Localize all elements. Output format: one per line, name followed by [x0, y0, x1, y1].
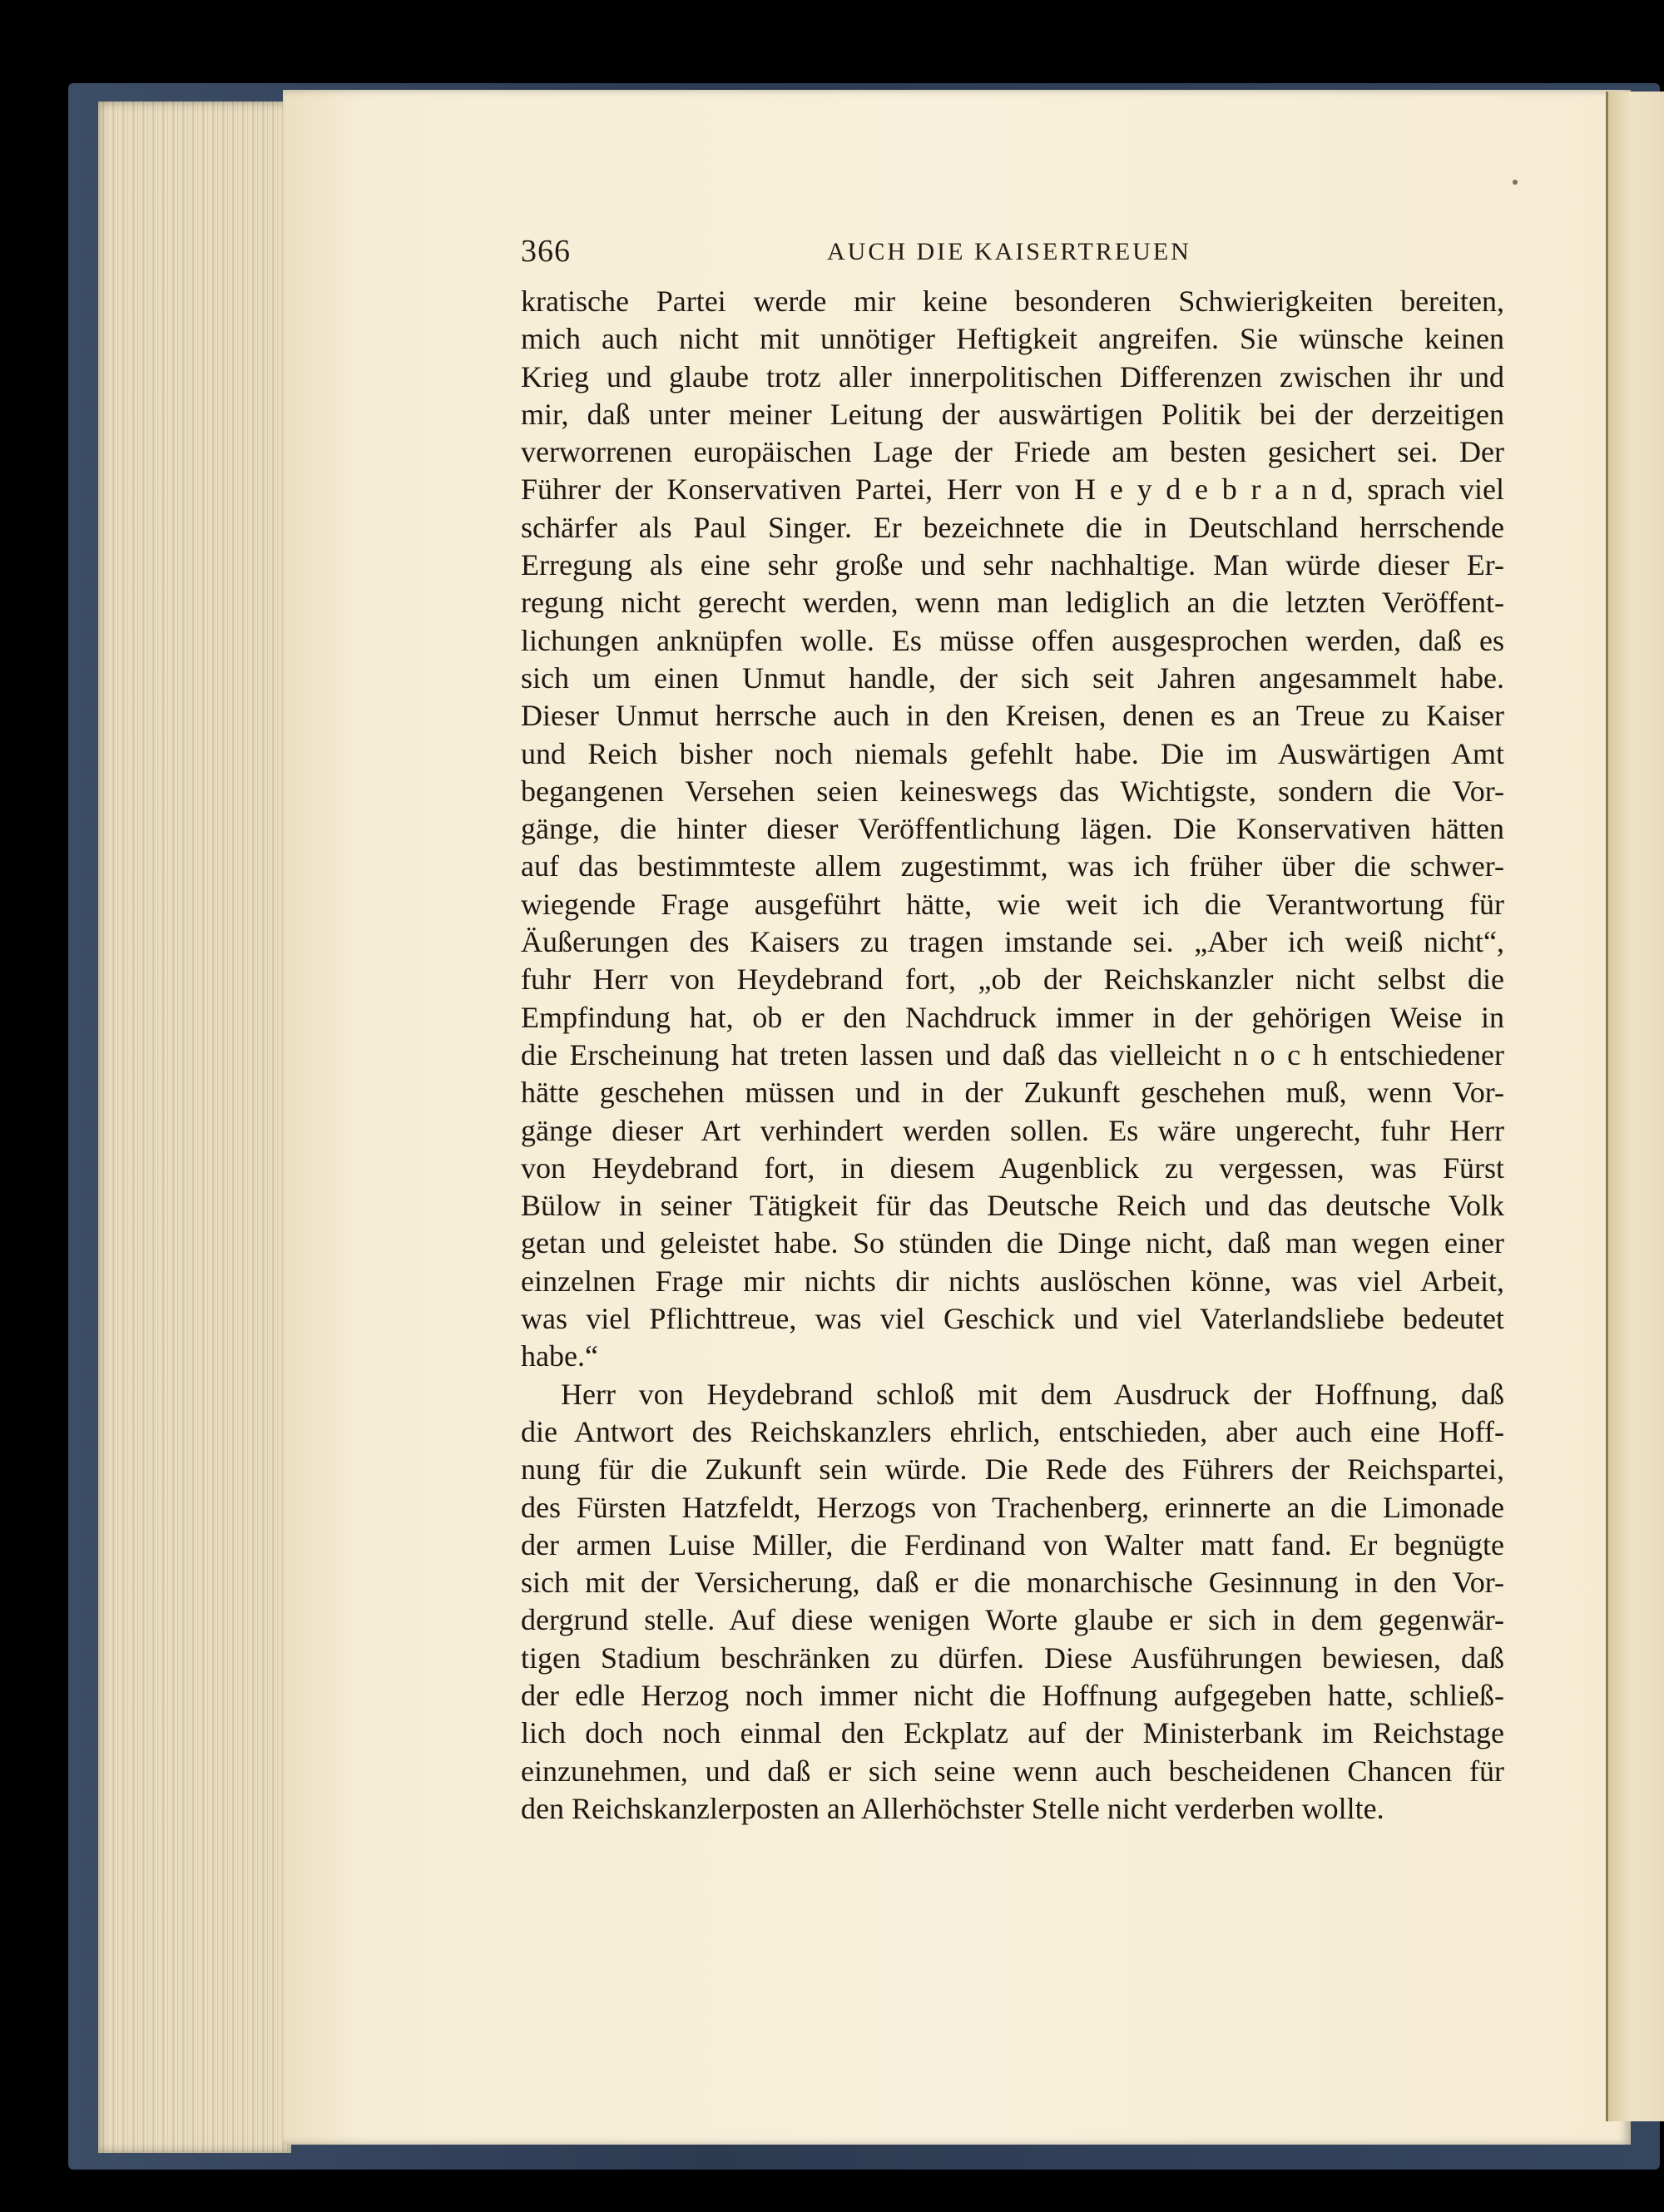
text-line: der armen Luise Miller, die Ferdinand von Walter matt fand. Er begnügte [521, 1527, 1504, 1561]
text-line: einzunehmen, und daß er sich seine wenn auch bescheidenen Chancen für [521, 1754, 1504, 1788]
text-line: tigen Stadium beschränken zu dürfen. Diese Ausführungen bewiesen, daß [521, 1640, 1504, 1675]
page-number: 366 [521, 234, 571, 269]
text-line: dergrund stelle. Auf diese wenigen Worte glaube er sich in dem gegenwär- [521, 1603, 1504, 1637]
text-line: lich doch noch einmal den Eckplatz auf der Ministerbank im Reichstage [521, 1716, 1504, 1750]
text-line: die Antwort des Reichskanzlers ehrlich, entschieden, aber auch eine Hoff- [521, 1414, 1504, 1448]
text-line: Empfindung hat, ob er den Nachdruck immer in der gehörigen Weise in [521, 1000, 1504, 1034]
text-line: regung nicht gerecht werden, wenn man lediglich an die letzten Veröffent- [521, 586, 1504, 620]
body-text [521, 283, 1504, 1828]
text-line: Bülow in seiner Tätigkeit für das Deutsche Reich und das deutsche Volk [521, 1189, 1504, 1223]
text-line: des Fürsten Hatzfeldt, Herzogs von Trachenberg, erinnerte an die Limonade [521, 1490, 1504, 1524]
text-line: und Reich bisher noch niemals gefehlt habe. Die im Auswärtigen Amt [521, 736, 1504, 770]
text-line: nung für die Zukunft sein würde. Die Rede des Führers der Reichspartei, [521, 1452, 1504, 1487]
text-line: Erregung als eine sehr große und sehr nachhaltige. Man würde dieser Er- [521, 548, 1504, 582]
text-line: von Heydebrand fort, in diesem Augenblick zu vergessen, was Fürst [521, 1151, 1504, 1185]
paper-speck [1513, 180, 1518, 185]
text-line: getan und geleistet habe. So stünden die Dinge nicht, daß man wegen einer [521, 1226, 1504, 1260]
text-line: mir, daß unter meiner Leitung der auswärtigen Politik bei der derzeitigen [521, 397, 1504, 431]
text-line: schärfer als Paul Singer. Er bezeichnete die in Deutschland herrschende [521, 510, 1504, 544]
text-line: wiegende Frage ausgeführt hätte, wie weit ich die Verantwortung für [521, 887, 1504, 921]
text-line: lichungen anknüpfen wolle. Es müsse offen ausgesprochen werden, daß es [521, 623, 1504, 657]
text-line: den Reichskanzlerposten an Allerhöchster Stelle nicht verderben wollte. [521, 1791, 1384, 1825]
text-line: sich um einen Unmut handle, der sich seit Jahren angesammelt habe. [521, 661, 1504, 695]
text-line: hätte geschehen müssen und in der Zukunft geschehen muß, wenn Vor- [521, 1076, 1504, 1110]
text-line: Äußerungen des Kaisers zu tragen imstande sei. „Aber ich weiß nicht“, [521, 925, 1504, 959]
text-line: fuhr Herr von Heydebrand fort, „ob der Reichskanzler nicht selbst die [521, 962, 1504, 997]
text-line: Krieg und glaube trotz aller innerpolitischen Differenzen zwischen ihr und [521, 359, 1504, 393]
page-edges [98, 101, 291, 2153]
text-line: Dieser Unmut herrsche auch in den Kreisen, denen es an Treue zu Kaiser [521, 699, 1504, 733]
text-line: die Erscheinung hat treten lassen und daß das vielleicht n o c h entschiedener [521, 1037, 1504, 1071]
page-header [521, 233, 1504, 275]
text-line: begangenen Versehen seien keineswegs das Wichtigste, sondern die Vor- [521, 774, 1504, 808]
text-line: verworrenen europäischen Lage der Friede am besten gesichert sei. Der [521, 435, 1504, 469]
text-line: einzelnen Frage mir nichts dir nichts auslöschen könne, was viel Arbeit, [521, 1264, 1504, 1298]
text-line: gänge dieser Art verhindert werden sollen. Es wäre ungerecht, fuhr Herr [521, 1113, 1504, 1147]
text-line: gänge, die hinter dieser Veröffentlichung lägen. Die Konservativen hätten [521, 812, 1504, 846]
text-line: sich mit der Versicherung, daß er die monarchische Gesinnung in den Vor- [521, 1566, 1504, 1600]
text-line: habe.“ [521, 1339, 598, 1373]
text-line: auf das bestimmteste allem zugestimmt, was ich früher über die schwer- [521, 849, 1504, 883]
text-line: was viel Pflichttreue, was viel Geschick und viel Vaterlandsliebe bedeutet [521, 1302, 1504, 1336]
running-head: AUCH DIE KAISERTREUEN [827, 238, 1191, 265]
text-line: der edle Herzog noch immer nicht die Hoffnung aufgegeben hatte, schließ- [521, 1678, 1504, 1712]
text-line: kratische Partei werde mir keine besonderen Schwierigkeiten bereiten, [521, 285, 1504, 318]
text-line: Herr von Heydebrand schloß mit dem Ausdruck der Hoffnung, daß [561, 1377, 1504, 1411]
text-line: Führer der Konservativen Partei, Herr von H e y d e b r a n d, sprach viel [521, 473, 1504, 507]
text-line: mich auch nicht mit unnötiger Heftigkeit angreifen. Sie wünsche keinen [521, 322, 1504, 356]
facing-page-edge [1606, 92, 1664, 2121]
